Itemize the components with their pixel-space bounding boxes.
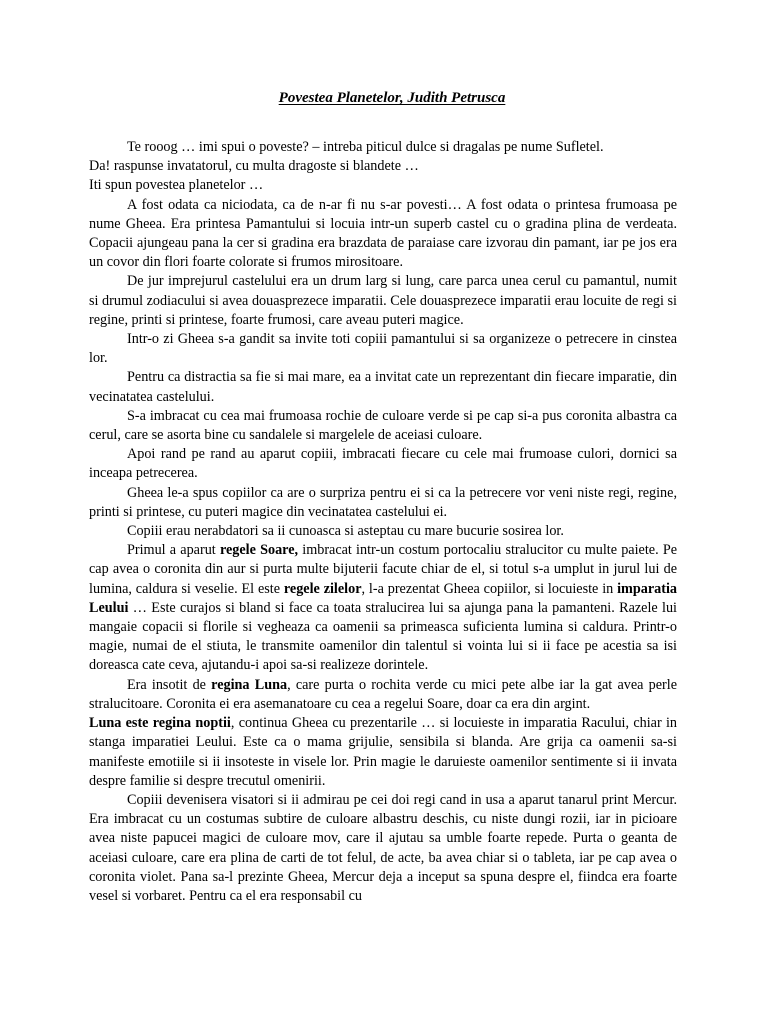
text-run: Gheea le-a spus copiilor ca are o surpriza pentru ei si ca la petrecere vor veni niste regi, regine, printi si printese, cu puteri magice din vecinatatea castelului ei. xyxy=(89,484,677,520)
bold-text: regele zilelor xyxy=(283,580,362,597)
paragraph xyxy=(89,484,677,522)
text-run: , care purta o rochita verde cu mici pete albe iar la gat avea perle stralucitoare. Coronita ei era asemanatoare cu cea a regelui Soare, doar ca era din argint. xyxy=(89,676,677,712)
paragraph xyxy=(89,407,677,445)
bold-text: Luna este regina noptii xyxy=(89,715,231,732)
paragraph xyxy=(89,541,677,675)
text-run: … Este curajos si bland si face ca toata stralucirea lui sa ajunga pana la pamanteni. Razele lui mangaie copacii si florile si vegheaza ca oamenii sa primeasca suficienta lumina si caldura. Printr-o magie, numai de el stiuta, le transmite oamenilor din talentul si vointa lui si ii face pe acestia sa isi doreasca cate ceva, ajutandu-i apoi sa-si realizeze dorintele. xyxy=(89,599,677,674)
document-page xyxy=(89,88,677,906)
text-run: A fost odata ca niciodata, ca de n-ar fi nu s-ar povesti… A fost odata o printesa frumoasa pe nume Gheea. Era printesa Pamantului si locuia intr-un superb castel cu o gradina plina de verdeata. Copacii ajungeau pana la cer si gradina era brazdata de paraiase care izvorau din pamant, iar pe jos era un covor din flori foarte colorate si frumos mirositoare. xyxy=(89,196,677,271)
text-run: Pentru ca distractia sa fie si mai mare, ea a invitat cate un reprezentant din fiecare imparatie, din vecinatatea castelului. xyxy=(89,369,677,405)
paragraph xyxy=(89,138,677,157)
text-run: Primul a aparut xyxy=(127,542,220,559)
paragraph xyxy=(89,714,677,791)
text-run: Copiii erau nerabdatori sa ii cunoasca si asteptau cu mare bucurie sosirea lor. xyxy=(127,523,564,540)
paragraph xyxy=(89,791,677,906)
document-body xyxy=(89,138,677,906)
bold-text: imparatia Leului xyxy=(89,580,677,616)
paragraph xyxy=(89,368,677,406)
bold-text: regele Soare, xyxy=(219,542,299,559)
text-run: Te rooog … imi spui o poveste? – intreba piticul dulce si dragalas pe nume Sufletel. xyxy=(127,139,604,155)
paragraph xyxy=(89,445,677,483)
paragraph xyxy=(89,330,677,368)
text-run: imbracat intr-un costum portocaliu stralucitor cu multe paiete. Pe cap avea o coronita din aur si purta multe bijuterii facute chiar de el, si totul s-a umplut in jurul lui de lumina, caldura si veselie. El este xyxy=(89,542,678,597)
text-run: , continua Gheea cu prezentarile … si locuieste in imparatia Racului, chiar in stanga imparatiei Leului. Este ca o mama grijulie, sensibila si blanda. Are grija ca oamenii sa-si manifeste emotiile si ii insoteste in visele lor. Prin magie le daruieste oamenilor sentimente si ii invata despre familie si despre trecutul omenirii. xyxy=(89,715,677,789)
text-run: Iti spun povestea planetelor … xyxy=(89,177,264,194)
document-title: Povestea Planetelor, Judith Petrusca xyxy=(278,90,506,106)
paragraph xyxy=(89,176,677,195)
text-run: De jur imprejurul castelului era un drum larg si lung, care parca unea cerul cu pamantul, numit si drumul zodiacului si avea douasprezece imparatii. Cele douasprezece imparatii erau locuite de regi si regine, printi si printese, foarte frumosi, care aveau puteri magice. xyxy=(89,273,677,328)
text-run: Era insotit de xyxy=(127,676,212,693)
text-run: S-a imbracat cu cea mai frumoasa rochie de culoare verde si pe cap si-a pus coronita albastra ca cerul, care se asorta bine cu sandalele si margelele de aceiasi culoare. xyxy=(89,407,677,444)
paragraph xyxy=(89,676,677,714)
paragraph xyxy=(89,522,677,541)
bold-text: regina Luna xyxy=(211,676,288,693)
text-run: Da! raspunse invatatorul, cu multa dragoste si blandete … xyxy=(89,158,419,175)
text-run: Apoi rand pe rand au aparut copiii, imbracati fiecare cu cele mai frumoase culori, dornici sa inceapa petrecerea. xyxy=(89,446,677,482)
text-run: , l-a prezentat Gheea copiilor, si locuieste in xyxy=(361,580,618,597)
text-run: Copiii devenisera visatori si ii admirau pe cei doi regi cand in usa a aparut tanarul print Mercur. Era imbracat cu un costumas subtire de culoare albastru deschis, cu niste dungi rozii, iar in picioare avea niste papucei magici de culoare mov, care il ajutau sa umble foarte repede. Purta o geanta de aceiasi culoare, care era plina de carti de tot felul, de acte, ba avea chiar si o tableta, iar pe cap avea o coronita violet. Pana sa-l prezinte Gheea, Mercur deja a inceput sa spuna despre el, fiindca era foarte vesel si vorbaret. Pentru ca el era responsabil cu xyxy=(89,791,677,904)
paragraph xyxy=(89,157,677,176)
paragraph xyxy=(89,196,677,273)
paragraph xyxy=(89,272,677,330)
text-run: Intr-o zi Gheea s-a gandit sa invite toti copiii pamantului si sa organizeze o petrecere in cinstea lor. xyxy=(89,331,677,367)
